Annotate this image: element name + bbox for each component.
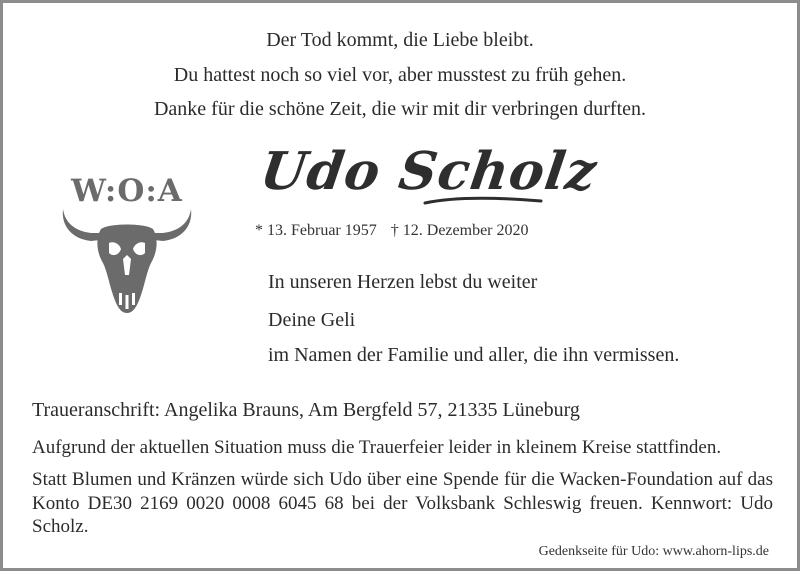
deceased-name: Udo Scholz [256, 141, 601, 202]
verse-line-3: Danke für die schöne Zeit, die wir mit dir verbringen durften. [153, 98, 647, 120]
logo-text: W:O:A [71, 173, 183, 209]
dedication-line-3: im Namen der Familie und aller, die ihn vermissen. [268, 344, 680, 366]
woa-logo [51, 173, 203, 318]
dedication-line-2: Deine Geli [268, 309, 356, 331]
dedication-line-1: In unseren Herzen lebst du weiter [268, 271, 538, 293]
name-underline-swash [423, 193, 543, 207]
memorial-page-link[interactable]: Gedenkseite für Udo: www.ahorn-lips.de [538, 544, 769, 559]
mourning-address: Traueranschrift: Angelika Brauns, Am Bergfeld 57, 21335 Lüneburg [32, 399, 580, 421]
verse-line-2: Du hattest noch so viel vor, aber musstest zu früh gehen. [173, 64, 627, 86]
life-dates [255, 222, 529, 240]
death-date: † 12. Dezember 2020 [390, 222, 529, 239]
funeral-notice: Aufgrund der aktuellen Situation muss die Trauerfeier leider in kleinem Kreise stattfinden. [32, 437, 722, 458]
birth-date: * 13. Februar 1957 [255, 222, 377, 239]
donation-request: Statt Blumen und Kränzen würde sich Udo über eine Spende für die Wacken-Foundation auf das Konto DE30 2169 0020 0008 6045 68 bei der Volksbank Schleswig freuen. Kennwort: Udo Scholz. [32, 469, 773, 537]
verse-line-1: Der Tod kommt, die Liebe bleibt. [266, 29, 534, 51]
bull-skull-icon [61, 209, 193, 315]
